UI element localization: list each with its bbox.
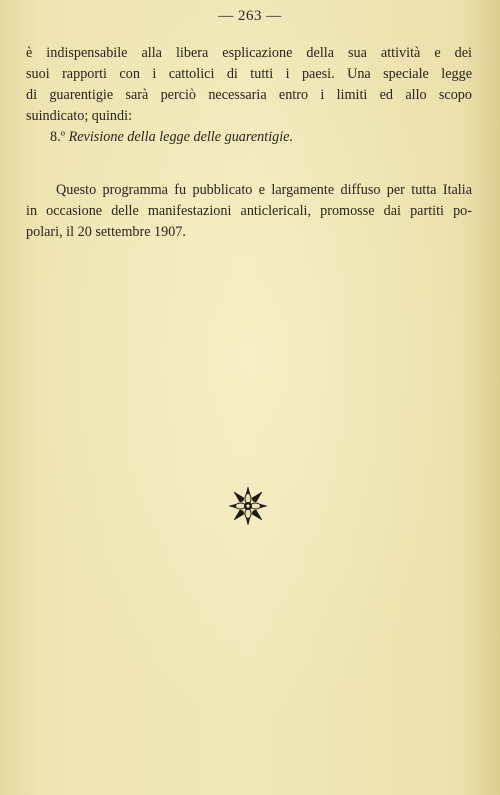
text-line: di guarentigie sarà perciò necessaria entro i limiti ed allo scopo [26, 87, 472, 103]
text-line: Questo programma fu pubblicato e largamente diffuso per tutta Italia [56, 182, 472, 198]
text-line: suindicato; quindi: [26, 108, 133, 124]
continued-paragraph [26, 43, 472, 148]
item-title: Revisione della legge delle guarentigie. [68, 129, 294, 145]
item-number: 8.º [50, 129, 66, 145]
text-line: polari, il 20 settembre 1907. [26, 224, 186, 240]
text-line: suoi rapporti con i cattolici di tutti i paesi. Una speciale legge [26, 66, 472, 82]
text-line: in occasione delle manifestazioni anticlericali, promosse dai partiti po- [26, 203, 472, 219]
text-line: è indispensabile alla libera esplicazione della sua attività e dei [26, 45, 472, 61]
closing-note [26, 180, 472, 243]
page-number: — 263 — [218, 8, 282, 24]
flower-ornament-icon [227, 485, 269, 527]
program-item-8 [26, 127, 472, 148]
